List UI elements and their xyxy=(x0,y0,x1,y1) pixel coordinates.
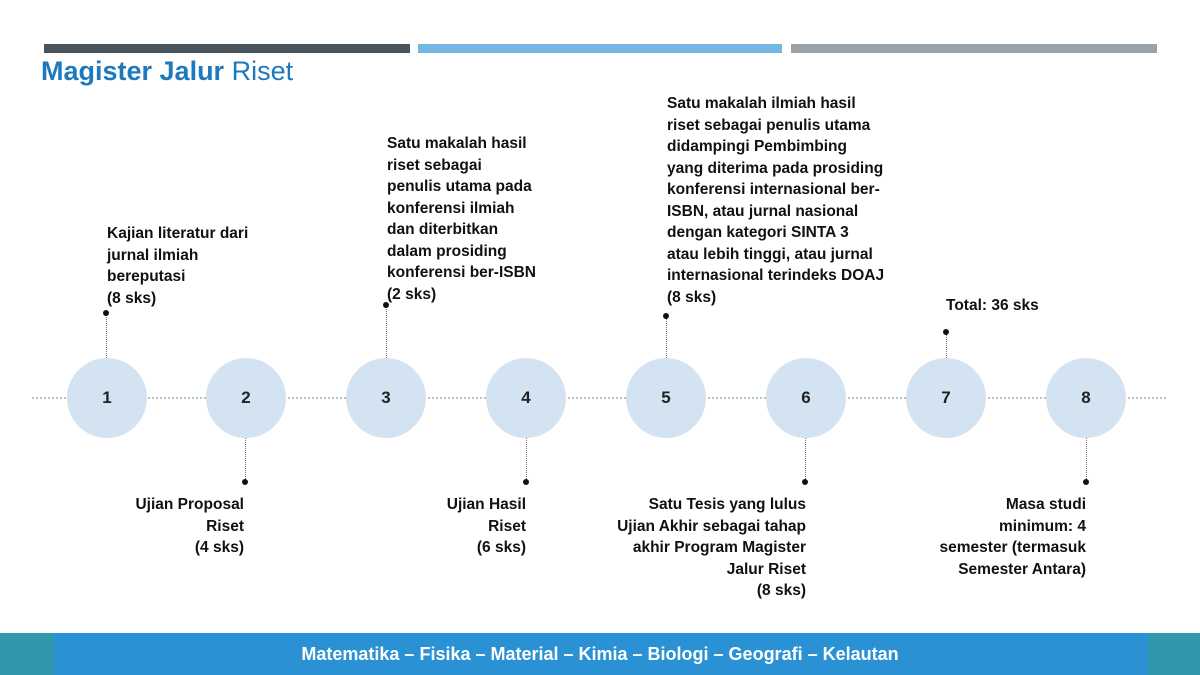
footer-programs: Matematika – Fisika – Material – Kimia – Biologi – Geografi – Kelautan xyxy=(301,643,899,664)
connector-line-4 xyxy=(526,438,527,481)
step-label-1: Kajian literatur dari jurnal ilmiah bereputasi (8 sks) xyxy=(107,225,249,307)
step-label-4: Ujian Hasil Riset (6 sks) xyxy=(446,496,526,556)
step-node-2: 2 xyxy=(206,358,286,438)
step-node-8: 8 xyxy=(1046,358,1126,438)
step-label-3: Satu makalah hasil riset sebagai penulis utama pada konferensi ilmiah dan diterbitkan dalam prosiding konferensi ber-ISBN (2 sks) xyxy=(387,135,537,303)
top-bar-dark xyxy=(44,44,410,53)
connector-line-3 xyxy=(386,307,387,358)
step-label-6: Satu Tesis yang lulus Ujian Akhir sebagai tahap akhir Program Magister Jalur Riset (8 sks) xyxy=(617,496,806,599)
timeline-axis xyxy=(32,397,1166,399)
connector-dot-6 xyxy=(802,479,808,485)
connector-dot-7 xyxy=(943,329,949,335)
connector-line-8 xyxy=(1086,438,1087,481)
step-label-8: Masa studi minimum: 4 semester (termasuk Semester Antara) xyxy=(939,496,1086,578)
connector-line-7 xyxy=(946,333,947,358)
step-node-3: 3 xyxy=(346,358,426,438)
step-label-5: Satu makalah ilmiah hasil riset sebagai penulis utama didampingi Pembimbing yang diterima pada prosiding konferensi internasional ber- ISBN, atau jurnal nasional dengan kategori SINTA 3 atau lebih tinggi, atau jurnal internasional terindeks DOAJ (8 sks) xyxy=(667,95,885,306)
title-regular: Riset xyxy=(231,56,294,86)
connector-line-1 xyxy=(106,315,107,358)
connector-line-2 xyxy=(245,438,246,481)
top-bar-blue xyxy=(418,44,782,53)
page-title xyxy=(41,56,293,87)
step-node-7: 7 xyxy=(906,358,986,438)
step-node-6: 6 xyxy=(766,358,846,438)
connector-line-6 xyxy=(805,438,806,481)
title-bold: Magister Jalur xyxy=(41,56,225,86)
connector-dot-5 xyxy=(663,313,669,319)
connector-dot-2 xyxy=(242,479,248,485)
connector-dot-8 xyxy=(1083,479,1089,485)
step-node-5: 5 xyxy=(626,358,706,438)
connector-dot-1 xyxy=(103,310,109,316)
step-node-1: 1 xyxy=(67,358,147,438)
step-node-4: 4 xyxy=(486,358,566,438)
connector-line-5 xyxy=(666,318,667,358)
top-bar-grey xyxy=(791,44,1157,53)
step-label-2: Ujian Proposal Riset (4 sks) xyxy=(135,496,244,556)
connector-dot-4 xyxy=(523,479,529,485)
step-label-7: Total: 36 sks xyxy=(946,297,1039,314)
